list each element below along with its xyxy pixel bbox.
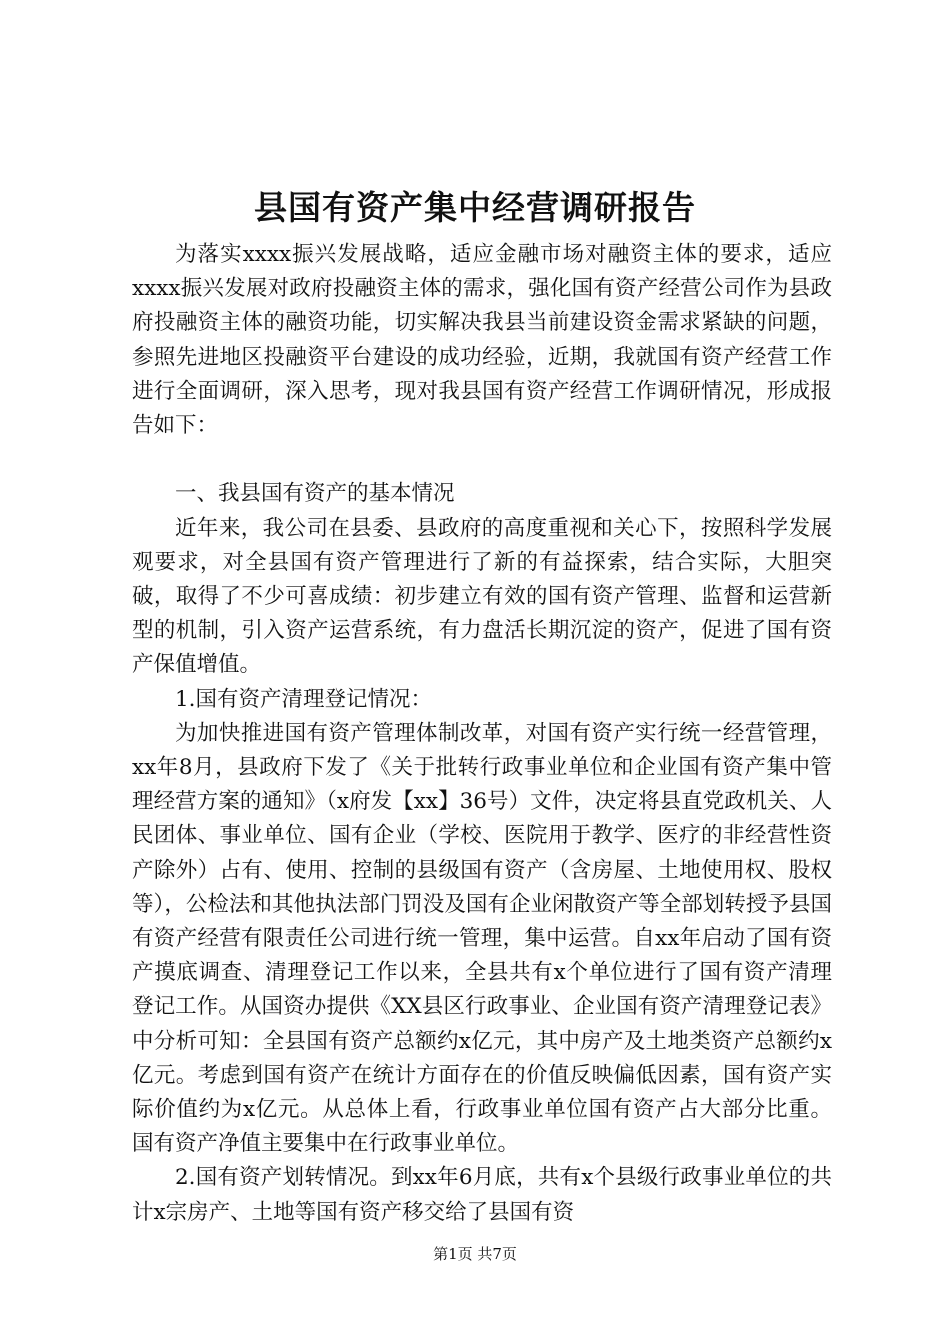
section-paragraph: 近年来，我公司在县委、县政府的高度重视和关心下，按照科学发展观要求，对全县国有资产管理进行了新的有益探索，结合实际，大胆突破，取得了不少可喜成绩：初步建立有效的国有资产管理、监督和运营新型的机制，引入资产运营系统，有力盘活长期沉淀的资产，促进了国有资产保值增值。 xyxy=(132,515,832,678)
subsection-paragraph: 为加快推进国有资产管理体制改革，对国有资产实行统一经营管理，xx年8月，县政府下发了《关于批转行政事业单位和企业国有资产集中管理经营方案的通知》（x府发【xx】36号）文件，决定将县直党政机关、人民团体、事业单位、国有企业（学校、医院用于教学、医疗的非经营性资产除外）占有、使用、控制的县级国有资产（含房屋、土地使用权、股权等），公检法和其他执法部门罚没及国有企业闲散资产等全部划转授予县国有资产经营有限责任公司进行统一管理，集中运营。自xx年启动了国有资产摸底调查、清理登记工作以来，全县共有x个单位进行了国有资产清理登记工作。从国资办提供《XX县区行政事业、企业国有资产清理登记表》中分析可知：全县国有资产总额约x亿元，其中房产及土地类资产总额约x亿元。考虑到国有资产在统计方面存在的价值反映偏低因素，国有资产实际价值约为x亿元。从总体上看，行政事业单位国有资产占大部分比重。国有资产净值主要集中在行政事业单位。 xyxy=(132,720,832,1157)
intro-paragraph: 为落实xxxx振兴发展战略，适应金融市场对融资主体的要求，适应xxxx振兴发展对政府投融资主体的需求，强化国有资产经营公司作为县政府投融资主体的融资功能，切实解决我县当前建设资金需求紧缺的问题，参照先进地区投融资平台建设的成功经验，近期，我就国有资产经营工作进行全面调研，深入思考，现对我县国有资产经营工作调研情况，形成报告如下： xyxy=(132,242,832,439)
document-body xyxy=(132,238,832,1230)
section-heading: 一、我县国有资产的基本情况 xyxy=(175,481,455,507)
subsection-paragraph: 2.国有资产划转情况。到xx年6月底，共有x个县级行政事业单位的共计x宗房产、土地等国有资产移交给了县国有资 xyxy=(132,1165,832,1225)
subsection-heading: 1.国有资产清理登记情况： xyxy=(175,686,433,712)
page-title: 县国有资产集中经营调研报告 xyxy=(254,188,696,227)
page-footer: 第1页 共7页 xyxy=(433,1245,517,1263)
